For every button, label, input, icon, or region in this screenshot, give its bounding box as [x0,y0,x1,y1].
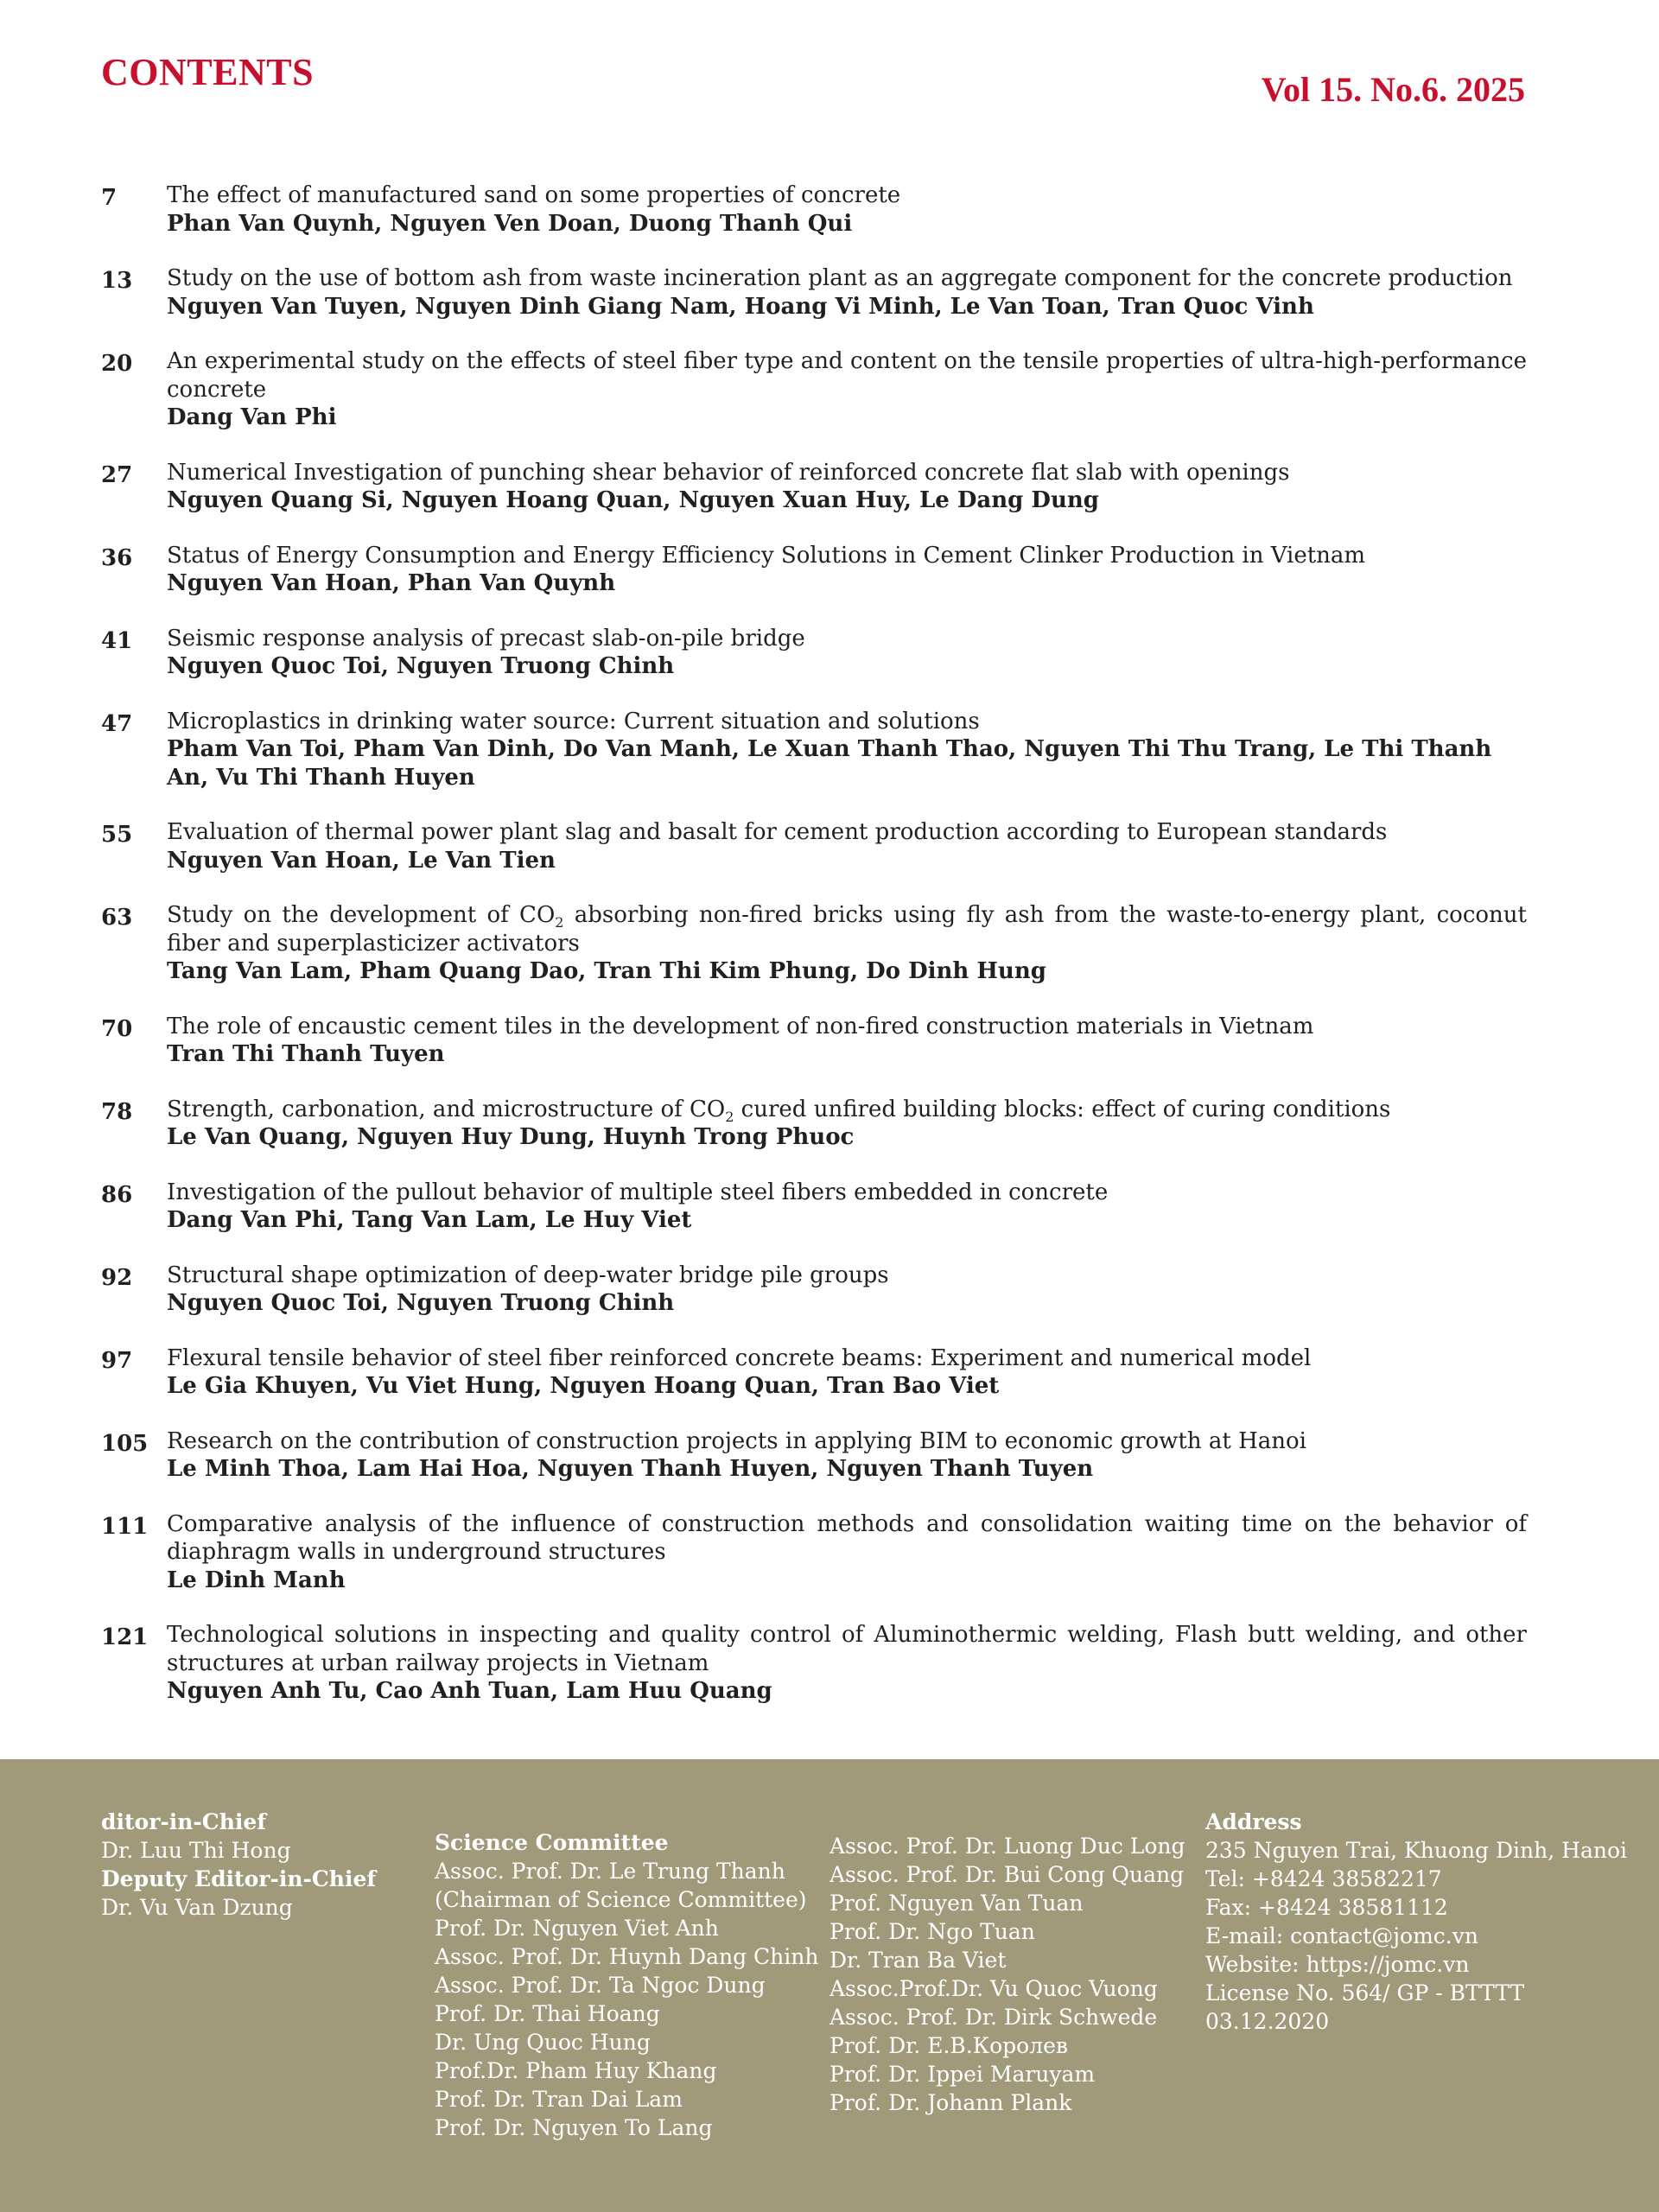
toc-page-number: 97 [101,1347,133,1374]
toc-entry [101,1179,1527,1235]
committee-member: Assoc. Prof. Dr. Bui Cong Quang [830,1862,1185,1887]
toc-article-title: Seismic response analysis of precast slab-on-pile bridge [167,625,805,652]
toc-page-number: 78 [101,1098,133,1125]
page-title: CONTENTS [101,51,315,93]
toc-entry [101,1427,1527,1484]
committee-member: Prof. Nguyen Van Tuan [830,1891,1084,1916]
toc-article-title: Study on the development of $CO_2$ absorbing non-fired bricks using fly ash from the waste-to-energy plant, coconut fiber and superplasticizer activators [167,902,1527,957]
toc-entry [101,264,1527,321]
toc-article-title: Numerical Investigation of punching shear behavior of reinforced concrete flat slab with openings [167,459,1290,486]
toc-entry [101,1262,1527,1318]
committee-member: Assoc. Prof. Dr. Huynh Dang Chinh [435,1944,819,1969]
toc-article-title: Flexural tensile behavior of steel fiber reinforced concrete beams: Experiment and numerical model [167,1344,1312,1371]
toc-page-number: 41 [101,627,133,654]
committee-member: Prof. Dr. Johann Plank [830,2090,1072,2115]
toc-article-authors: Tran Thi Thanh Tuyen [167,1041,445,1067]
address-line: 03.12.2020 [1205,2009,1330,2034]
toc-article-title: The effect of manufactured sand on some properties of concrete [167,182,901,208]
toc-article-authors: Nguyen Quoc Toi, Nguyen Truong Chinh [167,1290,675,1316]
address-column [1205,1808,1627,2036]
toc-entry [101,1013,1527,1069]
toc-article-authors: Nguyen Quang Si, Nguyen Hoang Quan, Nguyen Xuan Huy, Le Dang Dung [167,487,1099,513]
committee-member: Prof. Dr. Ippei Maruyam [830,2062,1096,2087]
toc-article-authors: Tang Van Lam, Pham Quang Dao, Tran Thi Kim Phung, Do Dinh Hung [167,958,1046,984]
toc-article-title: Comparative analysis of the influence of construction methods and consolidation waiting time on the behavior of diaphragm walls in underground structures [167,1510,1527,1565]
toc-article-authors: Le Dinh Manh [167,1567,346,1593]
toc-page-number: 111 [101,1513,149,1540]
committee-column-1 [435,1828,818,2142]
table-of-contents [101,181,1527,1732]
toc-article-authors: Nguyen Anh Tu, Cao Anh Tuan, Lam Huu Quang [167,1678,772,1704]
committee-member: Dr. Tran Ba Viet [830,1948,1007,1973]
editors-column [101,1808,376,1922]
toc-page-number: 70 [101,1015,133,1042]
toc-entry [101,708,1527,792]
toc-page-number: 92 [101,1264,133,1291]
toc-article-title: Strength, carbonation, and microstructure of $CO_2$ cured unfired building blocks: effect of curing conditions [167,1096,1391,1125]
committee-member: (Chairman of Science Committee) [435,1887,807,1912]
toc-page-number: 55 [101,822,133,848]
toc-article-authors: Phan Van Quynh, Nguyen Ven Doan, Duong Thanh Qui [167,210,853,237]
toc-article-authors: Nguyen Van Hoan, Le Van Tien [167,847,556,874]
toc-article-authors: Le Gia Khuyen, Vu Viet Hung, Nguyen Hoang Quan, Tran Bao Viet [167,1373,1000,1399]
committee-member: Prof. Dr. Nguyen Viet Anh [435,1916,719,1941]
toc-page-number: 121 [101,1624,149,1650]
toc-article-title: Status of Energy Consumption and Energy Efficiency Solutions in Cement Clinker Production in Vietnam [167,542,1366,569]
committee-member: Prof. Dr. Nguyen To Lang [435,2115,713,2140]
toc-article-title: An experimental study on the effects of steel fiber type and content on the tensile properties of ultra-high-performance concrete [167,348,1527,403]
toc-article-authors: Le Minh Thoa, Lam Hai Hoa, Nguyen Thanh Huyen, Nguyen Thanh Tuyen [167,1456,1094,1482]
toc-page-number: 105 [101,1430,149,1457]
address-line: License No. 564/ GP - BTTTT [1205,1980,1525,2005]
toc-article-title: Technological solutions in inspecting and quality control of Aluminothermic welding, Flash butt welding, and other structures at urban railway projects in Vietnam [167,1622,1527,1676]
toc-entry [101,1621,1527,1706]
toc-article-title: The role of encaustic cement tiles in the development of non-fired construction materials in Vietnam [167,1013,1314,1039]
toc-article-title: Structural shape optimization of deep-water bridge pile groups [167,1262,889,1288]
toc-entry [101,347,1527,432]
committee-column-2 [830,1832,1185,2117]
toc-entry [101,542,1527,598]
toc-article-authors: Pham Van Toi, Pham Van Dinh, Do Van Manh, Le Xuan Thanh Thao, Nguyen Thi Thu Trang, Le Thi Thanh An, Vu Thi Thanh Huyen [167,736,1492,791]
toc-entry [101,459,1527,515]
address-line: Website: https://jomc.vn [1205,1952,1470,1977]
address-line: Fax: +8424 38581112 [1205,1895,1448,1920]
toc-page-number: 13 [101,268,133,294]
toc-page-number: 63 [101,905,133,931]
toc-article-title: Microplastics in drinking water source: Current situation and solutions [167,708,980,734]
toc-article-title: Study on the use of bottom ash from waste incineration plant as an aggregate component for the concrete production [167,265,1513,291]
toc-article-title: Research on the contribution of construction projects in applying BIM to economic growth at Hanoi [167,1427,1306,1454]
committee-member: Assoc. Prof. Dr. Luong Duc Long [830,1834,1185,1859]
committee-member: Assoc.Prof.Dr. Vu Quoc Vuong [830,1976,1158,2001]
committee-member: Assoc. Prof. Dr. Le Trung Thanh [435,1859,785,1884]
footer-masthead [0,1759,1659,2212]
editor-name: Dr. Luu Thi Hong [101,1838,291,1863]
volume-label: Vol 15. No.6. 2025 [1261,70,1525,109]
address-line: E-mail: contact@jomc.vn [1205,1923,1478,1948]
toc-article-authors: Nguyen Van Tuyen, Nguyen Dinh Giang Nam, Hoang Vi Minh, Le Van Toan, Tran Quoc Vinh [167,293,1314,320]
toc-article-title: Investigation of the pullout behavior of multiple steel fibers embedded in concrete [167,1179,1109,1205]
address-heading: Address [1205,1809,1302,1834]
toc-article-authors: Nguyen Quoc Toi, Nguyen Truong Chinh [167,653,675,679]
toc-article-authors: Dang Van Phi [167,404,337,430]
committee-heading: Science Committee [435,1830,669,1855]
deputy-heading: Deputy Editor-in-Chief [101,1866,377,1891]
toc-page-number: 27 [101,461,133,488]
toc-page-number: 20 [101,351,133,377]
toc-article-title: Evaluation of thermal power plant slag and basalt for cement production according to European standards [167,819,1388,845]
toc-entry [101,181,1527,238]
committee-member: Prof. Dr. Ngo Tuan [830,1919,1035,1944]
committee-member: Prof. Dr. Thai Hoang [435,2001,660,2026]
toc-article-authors: Le Van Quang, Nguyen Huy Dung, Huynh Trong Phuoc [167,1124,855,1150]
committee-member: Assoc. Prof. Dr. Ta Ngoc Dung [435,1973,766,1998]
address-line: Tel: +8424 38582217 [1205,1866,1442,1891]
deputy-name: Dr. Vu Van Dzung [101,1895,293,1920]
committee-member: Prof. Dr. E.B.Королев [830,2033,1068,2058]
toc-page-number: 36 [101,544,133,571]
committee-member: Dr. Ung Quoc Hung [435,2030,651,2055]
toc-entry [101,818,1527,874]
toc-entry [101,901,1527,986]
toc-article-authors: Nguyen Van Hoan, Phan Van Quynh [167,570,616,596]
toc-entry [101,1096,1527,1152]
toc-article-authors: Dang Van Phi, Tang Van Lam, Le Huy Viet [167,1207,692,1233]
committee-member: Prof. Dr. Tran Dai Lam [435,2087,683,2112]
address-line: 235 Nguyen Trai, Khuong Dinh, Hanoi [1205,1838,1628,1863]
toc-entry [101,1344,1527,1401]
committee-member: Assoc. Prof. Dr. Dirk Schwede [830,2005,1158,2030]
toc-page-number: 47 [101,710,133,737]
toc-entry [101,1510,1527,1595]
toc-entry [101,625,1527,681]
toc-page-number: 7 [101,185,118,211]
toc-page-number: 86 [101,1181,133,1208]
committee-member: Prof.Dr. Pham Huy Khang [435,2058,717,2083]
editor-heading: ditor-in-Chief [101,1809,267,1834]
